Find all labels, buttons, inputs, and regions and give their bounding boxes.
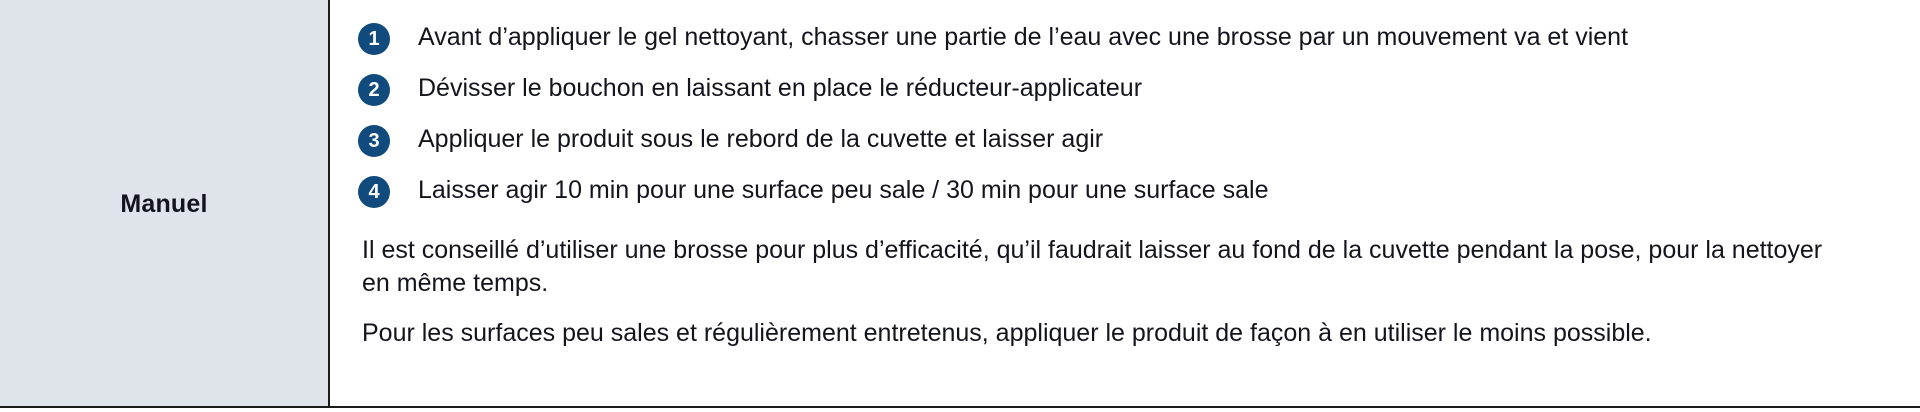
step-text: Appliquer le produit sous le rebord de la cuvette et laisser agir (418, 125, 1104, 153)
step-text: Avant d’appliquer le gel nettoyant, chasser une partie de l’eau avec une brosse par un mouvement va et vient (418, 23, 1629, 51)
step-number-badge: 2 (358, 74, 390, 106)
row-content-cell (330, 0, 1920, 412)
note-paragraph: Pour les surfaces peu sales et régulièrement entretenus, appliquer le produit de façon à en utiliser le moins possible. (362, 318, 1652, 347)
list-item (358, 22, 1880, 55)
list-item (358, 73, 1880, 106)
step-list (358, 22, 1880, 208)
step-number-badge: 4 (358, 176, 390, 208)
row-label: Manuel (120, 189, 208, 218)
list-item (358, 175, 1880, 208)
step-text: Dévisser le bouchon en laissant en place le réducteur-applicateur (418, 74, 1143, 102)
step-number-badge: 1 (358, 23, 390, 55)
step-number-badge: 3 (358, 125, 390, 157)
step-text: Laisser agir 10 min pour une surface peu sale / 30 min pour une surface sale (418, 176, 1269, 204)
note-paragraph: Il est conseillé d’utiliser une brosse pour plus d’efficacité, qu’il faudrait laisser au fond de la cuvette pendant la pose, pour la nettoyer en même temps. (362, 236, 1823, 298)
row-label-cell (0, 0, 330, 408)
list-item (358, 124, 1880, 157)
